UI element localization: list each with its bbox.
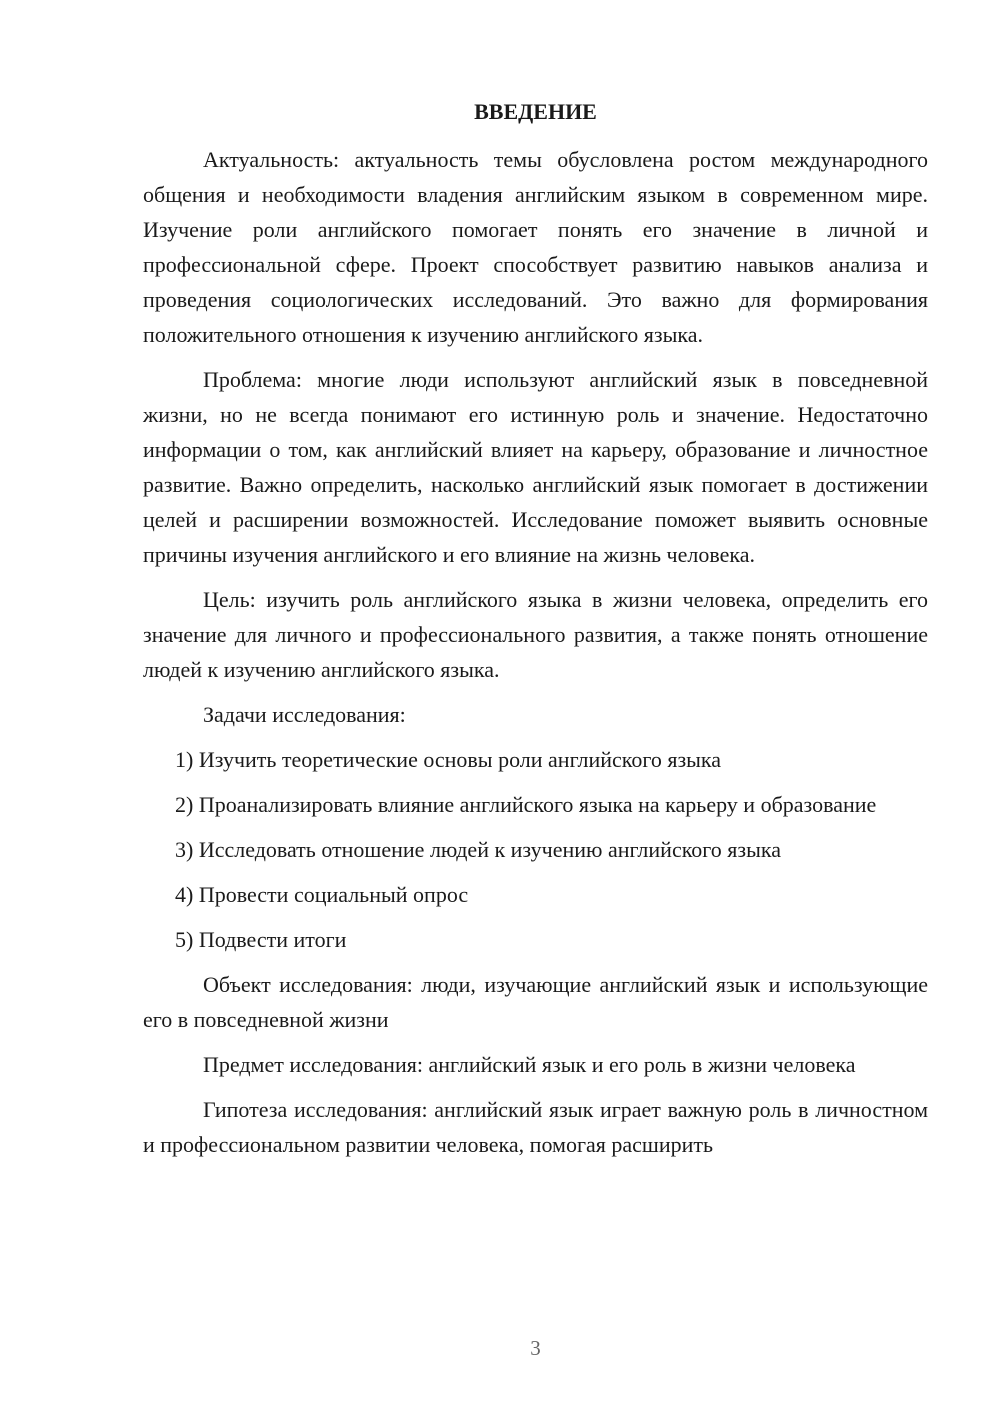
task-item-2: 2) Проанализировать влияние английского языка на карьеру и образование (175, 792, 877, 817)
problem-paragraph: Проблема: многие люди используют английский язык в повседневной жизни, но не всегда понимают его истинную роль и значение. Недостаточно информации о том, как английский влияет на карьеру, образование и личностное развитие. Важно определить, насколько английский язык помогает в достижении целей и расширении возможностей. Исследование поможет выявить основные причины изучения английского и его влияние на жизнь человека. (143, 367, 928, 567)
relevance-paragraph: Актуальность: актуальность темы обусловлена ростом международного общения и необходимости владения английским языком в современном мире. Изучение роли английского помогает понять его значение в личной и профессиональной сфере. Проект способствует развитию навыков анализа и проведения социологических исследований. Это важно для формирования положительного отношения к изучению английского языка. (143, 147, 928, 347)
document-page (143, 0, 928, 1414)
hypothesis-paragraph: Гипотеза исследования: английский язык играет важную роль в личностном и профессиональном развитии человека, помогая расширить (143, 1097, 928, 1157)
page-title: ВВЕДЕНИЕ (474, 99, 597, 124)
task-item-1: 1) Изучить теоретические основы роли английского языка (175, 747, 722, 772)
page-number: 3 (530, 1336, 541, 1360)
subject-paragraph: Предмет исследования: английский язык и его роль в жизни человека (203, 1052, 856, 1077)
document-body (143, 142, 928, 1172)
tasks-heading: Задачи исследования: (203, 702, 406, 727)
task-item-4: 4) Провести социальный опрос (175, 882, 469, 907)
task-item-5: 5) Подвести итоги (175, 927, 347, 952)
object-paragraph: Объект исследования: люди, изучающие английский язык и использующие его в повседневной жизни (143, 972, 928, 1032)
goal-paragraph: Цель: изучить роль английского языка в жизни человека, определить его значение для личного и профессионального развития, а также понять отношение людей к изучению английского языка. (143, 587, 928, 682)
task-item-3: 3) Исследовать отношение людей к изучению английского языка (175, 837, 781, 862)
